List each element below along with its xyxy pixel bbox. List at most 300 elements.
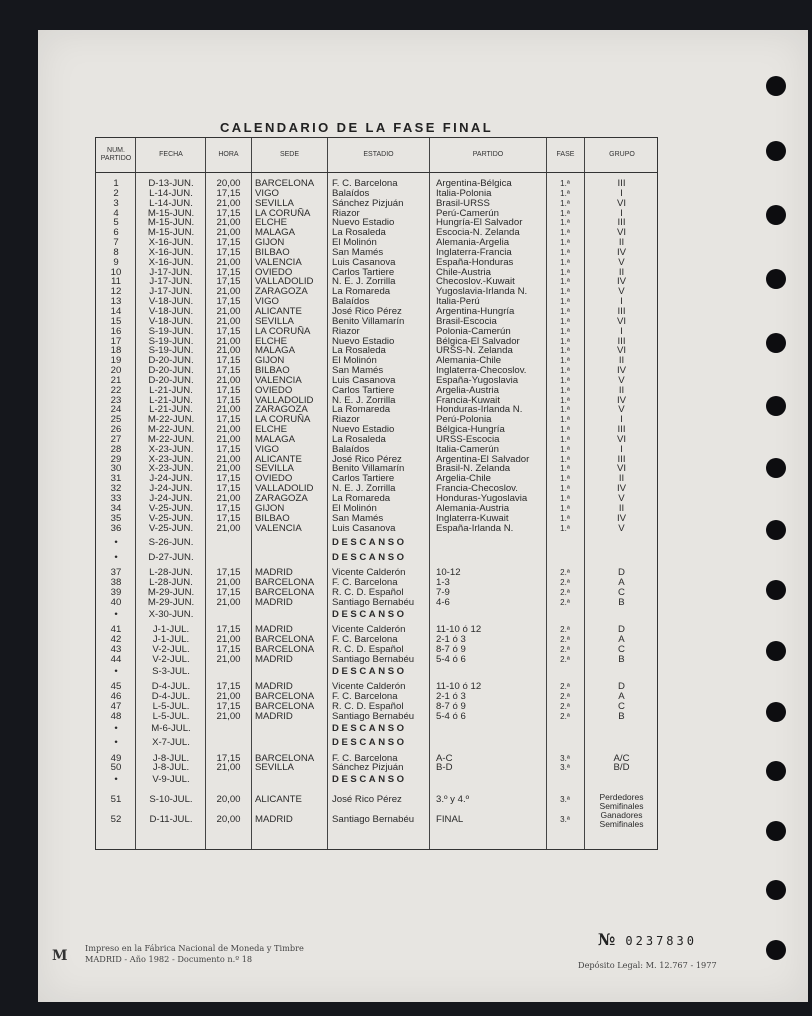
stadium-cell: El Molinón [332,502,377,514]
bullet: • [114,551,118,563]
phase-cell: 2.ª [560,578,570,588]
date-cell: X-30-JUN. [148,608,194,620]
numero-symbol: № [598,930,616,949]
date-cell: D-11-JUL. [149,813,193,825]
punch-hole [766,761,786,781]
bullet: • [114,737,118,748]
rest-day-row [96,536,657,551]
venue-city: BARCELONA [255,700,315,712]
group-cell: IV [616,483,627,495]
match-number: 30 [110,463,122,475]
phase-cell: 1.ª [560,395,570,405]
phase-cell: 2.ª [560,644,570,654]
phase-cell: 1.ª [560,474,570,484]
stadium-cell: F. C. Barcelona [332,577,398,589]
venue-city: VALLADOLID [255,276,314,288]
phase-cell: 1.ª [560,494,570,503]
date-cell: D-4-JUL. [151,690,191,702]
date-cell: D-4-JUL. [151,681,191,693]
schedule-table [95,137,658,850]
match-number: 38 [110,577,122,589]
time-cell: 17,15 [216,483,241,495]
date-cell: J-8-JUL. [152,752,190,764]
group-cell: B [618,710,625,722]
match-number: 32 [110,483,122,495]
group-cell: III [617,453,626,465]
time-cell: 21,00 [216,710,241,722]
rest-label: DESCANSO [332,551,407,563]
time-cell: 17,15 [216,276,241,288]
header-num: NUM. PARTIDO [100,147,132,162]
phase-cell: 1.ª [560,346,570,356]
match-number: 45 [110,681,122,693]
date-cell: M-29-JUN. [147,587,195,599]
match-cell: 11-10 ó 12 [436,624,482,636]
time-cell: 17,15 [216,624,241,636]
date-cell: J-24-JUN. [149,473,193,485]
date-cell: V-18-JUN. [148,305,194,317]
time-cell: 17,15 [216,443,241,455]
match-cell: Chile-Austria [436,266,491,278]
group-cell: II [618,473,625,485]
date-cell: J-24-JUN. [149,493,193,504]
match-number: 18 [110,345,122,357]
stadium-cell: F. C. Barcelona [332,690,398,702]
venue-city: GIJON [255,502,285,514]
venue-city: BARCELONA [255,643,315,655]
time-cell: 21,00 [216,227,241,239]
match-number: 25 [110,414,122,426]
punch-hole [766,520,786,540]
stadium-cell: Sánchez Pizjuán [332,197,404,209]
punch-hole [766,396,786,416]
match-cell: 7-9 [436,587,450,599]
match-cell: A-C [436,752,453,764]
time-cell: 17,15 [216,700,241,712]
group-cell: C [618,587,625,599]
stadium-cell: Santiago Bernabéu [332,596,415,608]
match-number: 47 [110,700,122,712]
table-header [96,138,657,173]
match-cell: 3.º y 4.º [436,793,470,805]
group-cell: I [620,187,623,199]
venue-city: OVIEDO [255,384,293,396]
date-cell: X-23-JUN. [148,463,194,475]
header-fase: FASE [556,151,575,158]
date-cell: V-9-JUL. [152,774,190,786]
match-number: 27 [110,433,122,445]
match-number: 13 [110,296,122,308]
date-cell: D-20-JUN. [148,365,194,377]
venue-city: BARCELONA [255,690,315,702]
group-cell: A/C [613,752,630,764]
match-cell: Escocia-N. Zelanda [436,227,520,239]
phase-cell: 1.ª [560,425,570,435]
match-number: 12 [110,286,122,298]
date-cell: M-15-JUN. [147,207,195,219]
venue-city: BARCELONA [255,577,315,589]
phase-cell: 1.ª [560,336,570,346]
punch-hole [766,821,786,841]
printer-line-2: MADRID - Año 1982 - Documento n.º 18 [85,954,253,964]
venue-city: BILBAO [255,512,290,524]
group-cell: II [618,237,625,249]
group-cell: IV [616,512,627,524]
time-cell: 17,15 [216,266,241,278]
group-cell: III [617,217,626,229]
header-estadio: ESTADIO [363,151,394,158]
rest-label: DESCANSO [332,737,407,748]
date-cell: V-25-JUN. [148,522,194,534]
match-number: 40 [110,596,122,608]
phase-cell: 1.ª [560,415,570,425]
date-cell: V-18-JUN. [148,315,194,327]
date-cell: L-21-JUN. [149,394,193,406]
phase-cell: 2.ª [560,682,570,692]
venue-city: BILBAO [255,365,290,377]
match-number: 6 [113,227,119,239]
match-cell: Brasil-N. Zelanda [436,463,511,475]
match-cell: Inglaterra-Francia [436,246,512,258]
match-cell: España-Yugoslavia [436,374,519,386]
rest-day-row [96,736,657,751]
match-number: 29 [110,453,122,465]
match-cell: Bélgica-Hungría [436,424,505,436]
time-cell: 17,15 [216,587,241,599]
phase-cell: 3.ª [560,753,570,763]
time-cell: 17,15 [216,512,241,524]
venue-city: VIGO [255,443,279,455]
match-row [96,763,657,773]
match-number: 23 [110,394,122,406]
match-cell: Argelia-Austria [436,384,499,396]
venue-city: ZARAGOZA [255,286,308,298]
group-cell: II [618,355,625,367]
time-cell: 21,00 [216,197,241,209]
match-number: 35 [110,512,122,524]
venue-city: MADRID [255,653,293,665]
phase-cell: 2.ª [560,588,570,598]
phase-cell: 1.ª [560,238,570,248]
group-cell: A [618,634,625,646]
match-cell: Argentina-Bélgica [436,178,512,189]
match-number: 2 [113,187,119,199]
group-cell: D [618,624,625,636]
group-cell: V [618,374,625,386]
phase-cell: 2.ª [560,568,570,578]
punch-hole [766,458,786,478]
time-cell: 21,00 [216,424,241,436]
group-cell: I [620,414,623,426]
venue-city: MADRID [255,567,293,579]
date-cell: X-16-JUN. [148,246,194,258]
punch-hole [766,333,786,353]
match-cell: 8-7 ó 9 [436,700,466,712]
stadium-cell: La Rosaleda [332,345,386,357]
match-number: 51 [110,793,122,805]
phase-cell: 1.ª [560,297,570,307]
stadium-cell: Riazor [332,207,360,219]
phase-cell: 1.ª [560,375,570,385]
match-cell: 5-4 ó 6 [436,653,466,665]
date-cell: M-22-JUN. [147,433,195,445]
venue-city: MALAGA [255,345,295,357]
group-cell: IV [616,276,627,288]
stadium-cell: F. C. Barcelona [332,178,398,189]
stadium-cell: Santiago Bernabéu [332,813,415,825]
phase-cell: 2.ª [560,691,570,701]
match-row [96,712,657,722]
venue-city: MADRID [255,681,293,693]
phase-cell: 1.ª [560,287,570,297]
venue-city: VALLADOLID [255,483,314,495]
date-cell: S-19-JUN. [148,345,194,357]
match-number: 48 [110,710,122,722]
stadium-cell: Carlos Tartiere [332,384,395,396]
time-cell: 21,00 [216,217,241,229]
match-number: 33 [110,493,122,504]
punch-hole [766,269,786,289]
phase-cell: 1.ª [560,484,570,494]
venue-city: OVIEDO [255,473,293,485]
phase-cell: 1.ª [560,257,570,267]
group-cell: V [618,522,625,534]
match-number: 7 [113,237,119,249]
stadium-cell: San Mamés [332,365,384,377]
match-cell: 8-7 ó 9 [436,643,466,655]
phase-cell: 1.ª [560,208,570,218]
phase-cell: 1.ª [560,454,570,464]
venue-city: GIJON [255,355,285,367]
rest-day-row [96,773,657,788]
stadium-cell: F. C. Barcelona [332,752,398,764]
match-row [96,809,657,831]
time-cell: 21,00 [216,463,241,475]
stadium-cell: Luis Casanova [332,522,396,534]
match-number: 52 [110,813,122,825]
stadium-cell: F. C. Barcelona [332,634,398,646]
rest-day-row [96,608,657,623]
phase-cell: 2.ª [560,635,570,645]
stadium-cell: Carlos Tartiere [332,473,395,485]
phase-cell: 1.ª [560,444,570,454]
match-cell: Argentina-El Salvador [436,453,530,465]
match-row [96,598,657,608]
phase-cell: 3.ª [560,763,570,773]
rest-label: DESCANSO [332,665,407,677]
group-cell: V [618,256,625,268]
match-cell: 1-3 [436,577,450,589]
phase-cell: 2.ª [560,654,570,664]
stadium-cell: Balaídos [332,187,370,199]
match-number: 9 [113,256,119,268]
venue-city: MADRID [255,710,293,722]
group-cell: II [618,384,625,396]
bullet: • [114,537,118,549]
group-cell: D [618,567,625,579]
match-cell: Inglaterra-Kuwait [436,512,509,524]
date-cell: L-28-JUN. [149,577,193,589]
time-cell: 17,15 [216,207,241,219]
match-number: 42 [110,634,122,646]
time-cell: 21,00 [216,345,241,357]
venue-city: ZARAGOZA [255,493,308,504]
match-number: 15 [110,315,122,327]
date-cell: M-15-JUN. [147,227,195,239]
group-cell: III [617,305,626,317]
rest-day-row [96,722,657,737]
time-cell: 21,00 [216,493,241,504]
phase-cell: 1.ª [560,513,570,523]
venue-city: ZARAGOZA [255,404,308,416]
stadium-cell: Nuevo Estadio [332,335,395,347]
group-cell: V [618,404,625,416]
phase-cell: 1.ª [560,385,570,395]
match-cell: Francia-Kuwait [436,394,500,406]
bullet: • [114,665,118,677]
rest-label: DESCANSO [332,537,407,549]
date-cell: V-25-JUN. [148,512,194,524]
time-cell: 17,15 [216,752,241,764]
date-cell: X-16-JUN. [148,256,194,268]
time-cell: 17,15 [216,414,241,426]
stadium-cell: La Romareda [332,493,391,504]
venue-city: ELCHE [255,335,287,347]
phase-cell: 1.ª [560,188,570,198]
date-cell: J-8-JUL. [152,762,190,774]
stadium-cell: José Rico Pérez [332,305,402,317]
stadium-cell: San Mamés [332,246,384,258]
date-cell: L-14-JUN. [149,187,193,199]
phase-cell: 1.ª [560,523,570,533]
phase-cell: 2.ª [560,597,570,607]
date-cell: L-28-JUN. [149,567,193,579]
date-cell: V-18-JUN. [148,296,194,308]
match-number: 19 [110,355,122,367]
match-number: 3 [113,197,119,209]
stadium-cell: Vicente Calderón [332,624,406,636]
time-cell: 17,15 [216,246,241,258]
match-cell: Inglaterra-Checoslov. [436,365,527,377]
stadium-cell: Balaídos [332,296,370,308]
venue-city: SEVILLA [255,762,294,774]
match-cell: URSS-Escocia [436,433,500,445]
group-cell: III [617,424,626,436]
header-grupo: GRUPO [609,151,635,158]
group-cell: III [617,178,626,189]
venue-city: BARCELONA [255,752,315,764]
group-cell: I [620,325,623,337]
venue-city: BARCELONA [255,178,315,189]
venue-city: BARCELONA [255,587,315,599]
group-cell: D [618,681,625,693]
group-cell: II [618,266,625,278]
stadium-cell: José Rico Pérez [332,453,402,465]
header-fecha: FECHA [159,151,183,158]
serial-value: 0237830 [625,934,697,948]
venue-city: LA CORUÑA [255,325,311,337]
match-number: 1 [113,178,119,189]
date-cell: J-24-JUN. [149,483,193,495]
stadium-cell: Nuevo Estadio [332,424,395,436]
group-cell: VI [616,433,627,445]
match-number: 20 [110,365,122,377]
match-cell: Brasil-URSS [436,197,490,209]
match-row [96,791,657,809]
venue-city: ALICANTE [255,793,302,805]
stadium-cell: José Rico Pérez [332,793,402,805]
stadium-cell: N. E. J. Zorrilla [332,276,396,288]
group-cell: Ganadores Semifinales [599,809,644,829]
group-cell: VI [616,463,627,475]
phase-cell: 1.ª [560,326,570,336]
stadium-cell: El Molinón [332,355,377,367]
time-cell: 21,00 [216,305,241,317]
punch-hole [766,205,786,225]
punch-hole [766,880,786,900]
serial-number [598,930,697,949]
time-cell: 21,00 [216,433,241,445]
time-cell: 21,00 [216,653,241,665]
match-row [96,655,657,665]
date-cell: S-10-JUL. [149,793,193,805]
match-number: 50 [110,762,122,774]
venue-city: ELCHE [255,217,287,229]
group-cell: VI [616,227,627,239]
match-cell: FINAL [436,813,464,825]
stadium-cell: Carlos Tartiere [332,266,395,278]
phase-cell: 1.ª [560,366,570,376]
group-cell: C [618,643,625,655]
group-cell: C [618,700,625,712]
stadium-cell: Benito Villamarín [332,315,405,327]
group-cell: B [618,596,625,608]
match-cell: Alemania-Argelia [436,237,510,249]
match-cell: Polonia-Camerún [436,325,511,337]
header-partido: PARTIDO [472,151,504,158]
match-number: 41 [110,624,122,636]
date-cell: J-1-JUL. [152,624,190,636]
match-cell: 2-1 ó 3 [436,690,466,702]
stadium-cell: La Rosaleda [332,433,386,445]
match-number: 5 [113,217,119,229]
group-cell: B/D [613,762,630,774]
time-cell: 21,00 [216,374,241,386]
date-cell: D-27-JUN. [148,551,194,563]
stadium-cell: R. C. D. Español [332,643,404,655]
match-cell: 11-10 ó 12 [436,681,482,693]
phase-cell: 1.ª [560,405,570,415]
match-cell: Alemania-Austria [436,502,510,514]
date-cell: M-6-JUL. [151,722,191,734]
match-cell: 10-12 [436,567,461,579]
phase-cell: 3.ª [560,794,570,804]
group-cell: Perdedores Semifinales [599,791,644,811]
stadium-cell: La Romareda [332,404,391,416]
stadium-cell: Riazor [332,414,360,426]
phase-cell: 2.ª [560,711,570,721]
match-cell: 5-4 ó 6 [436,710,466,722]
phase-cell: 1.ª [560,464,570,474]
date-cell: X-16-JUN. [148,237,194,249]
time-cell: 17,15 [216,384,241,396]
venue-city: LA CORUÑA [255,207,311,219]
time-cell: 21,00 [216,453,241,465]
punch-hole [766,76,786,96]
bullet: • [114,722,118,734]
date-cell: X-23-JUN. [148,453,194,465]
match-cell: Checoslov.-Kuwait [436,276,515,288]
